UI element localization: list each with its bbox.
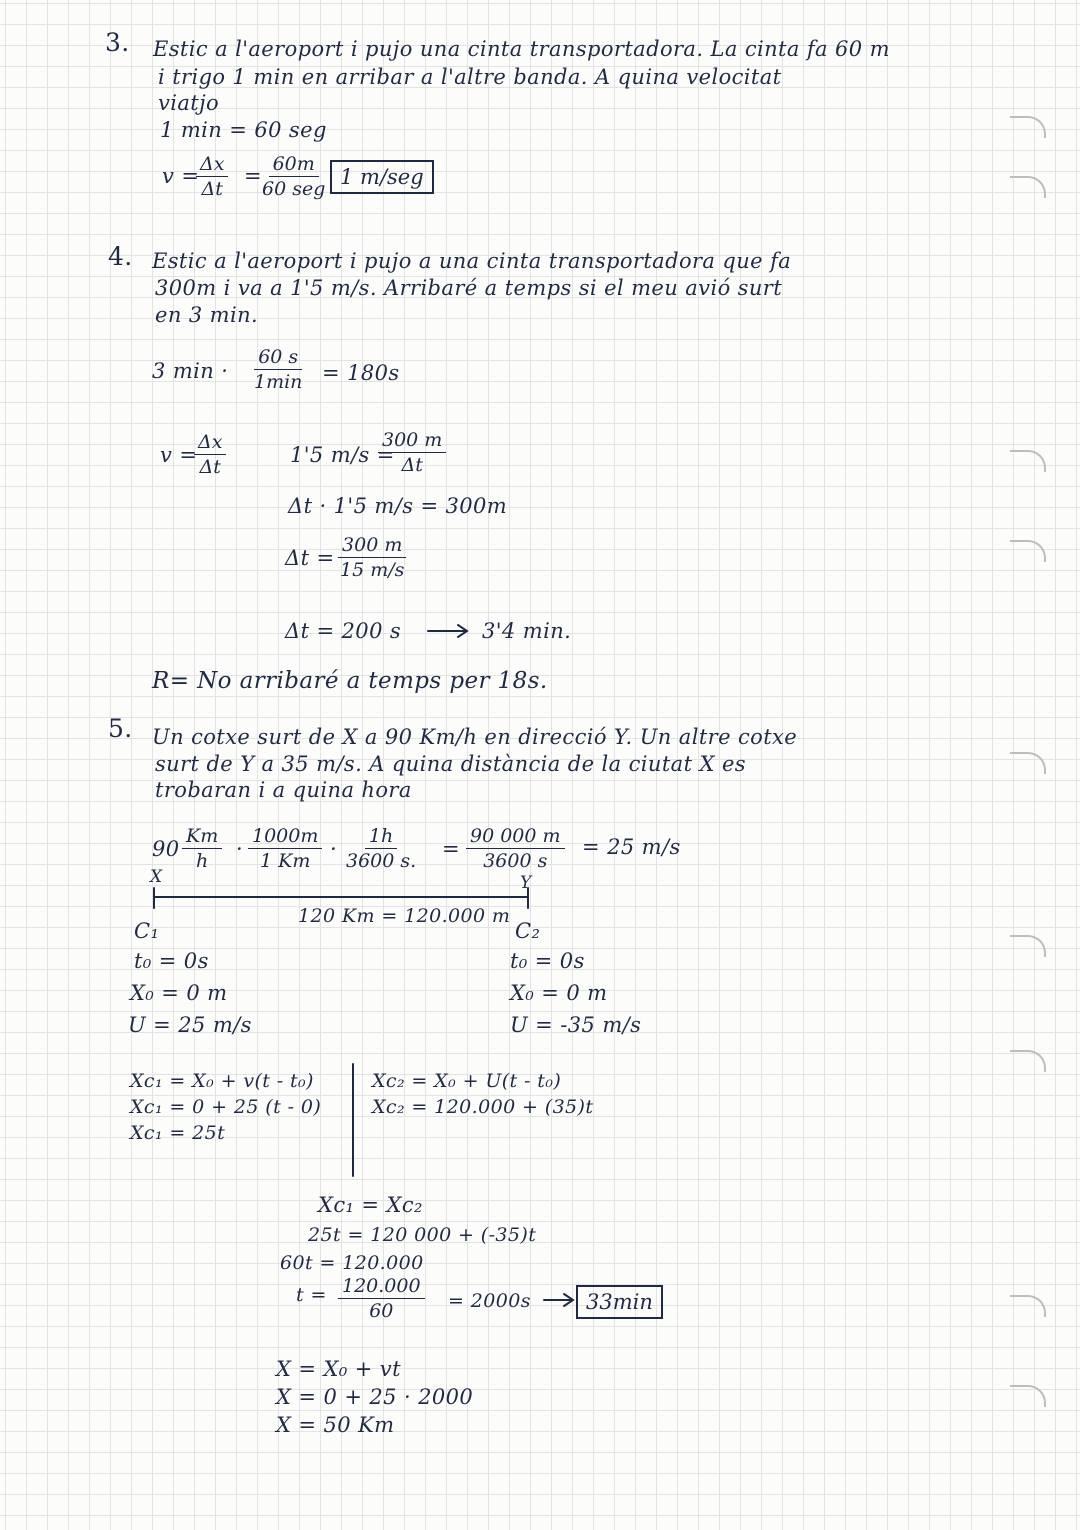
problem-5-conv-dot-1: · [236,837,244,861]
problem-4-step-2-numerator: 300 m [338,533,406,558]
problem-5-conv-f1-num: Km [182,824,222,849]
problem-4-time-conversion-result: = 180s [322,361,400,385]
problem-3-number: 3. [105,28,130,57]
problem-4-time-conversion-lhs: 3 min · [152,359,229,383]
problem-5-car-2-velocity: U = -35 m/s [510,1013,642,1037]
problem-5-car-1-equation-3: Xc₁ = 25t [130,1122,226,1144]
problem-3-statement-line-1: Estic a l'aeroport i pujo una cinta transportadora. La cinta fa 60 m [153,37,890,61]
problem-5-conv-f1-den: h [195,850,209,872]
problem-5-conv-f4-den: 3600 s [483,850,548,872]
problem-4-conv-numerator: 60 s [254,345,302,370]
problem-4-answer: R= No arribaré a temps per 18s. [152,668,548,694]
problem-5-point-x-label: X [150,867,163,887]
problem-3-numerator: 60m [269,152,319,177]
problem-5-car-2-t0: t₀ = 0s [510,949,585,973]
problem-5-car-2-equation-2: Xc₂ = 120.000 + (35)t [372,1096,594,1118]
problem-3-result-box: 1 m/seg [330,160,434,194]
problem-5-car-1-velocity: U = 25 m/s [128,1013,252,1037]
problem-3-dt: Δt [201,178,223,200]
problem-5-time-result-box: 33min [576,1285,663,1319]
problem-5-conv-f4-num: 90 000 m [466,824,565,849]
problem-5-car-2-name: C₂ [515,919,541,943]
problem-5-solve-step-4-result: = 2000s [448,1290,531,1312]
problem-5-position-step-2: X = 0 + 25 · 2000 [276,1385,474,1409]
problem-3-unit-conversion: 1 min = 60 seg [160,118,327,142]
problem-4-statement-line-3: en 3 min. [155,303,259,327]
problem-5-point-y-label: Y [520,873,532,893]
problem-5-position-step-3: X = 50 Km [276,1413,395,1437]
problem-5-position-step-1: X = X₀ + vt [276,1357,401,1381]
problem-5-statement-line-3: trobaran i a quina hora [155,778,412,802]
problem-4-statement-line-1: Estic a l'aeroport i pujo a una cinta transportadora que fa [152,249,792,273]
problem-5-conv-f3-den: 3600 s. [346,850,417,872]
problem-3-velocity-lhs: v = [162,164,200,188]
problem-5-conv-f2-den: 1 Km [260,850,311,872]
problem-5-solve-step-1: Xc₁ = Xc₂ [318,1193,423,1217]
problem-4-step-3-result: 3'4 min. [482,619,572,643]
problem-5-car-1-t0: t₀ = 0s [134,949,209,973]
problem-5-conv-f3-num: 1h [365,824,397,849]
problem-3-denominator: 60 seg [262,178,326,200]
problem-5-car-1-x0: X₀ = 0 m [130,981,228,1005]
problem-5-statement-line-1: Un cotxe surt de X a 90 Km/h en direcció Y. Un altre cotxe [152,725,798,749]
problem-4-velocity-lhs: v = [160,443,198,467]
problem-4-number: 4. [108,242,133,271]
problem-4-speed-numerator: 300 m [378,428,446,453]
problem-5-car-2-equation-1: Xc₂ = X₀ + U(t - t₀) [372,1070,562,1092]
problem-3-dx: Δx [196,152,228,177]
problem-5-solve-step-4-lhs: t = [296,1284,327,1306]
problem-5-conv-start: 90 [152,837,180,861]
problem-5-car-1-name: C₁ [134,919,160,943]
problem-4-step-2-denominator: 15 m/s [340,559,405,581]
problem-4-statement-line-2: 300m i va a 1'5 m/s. Arribaré a temps si el meu avió surt [155,276,783,300]
problem-5-conv-f2-num: 1000m [248,824,322,849]
problem-5-car-1-equation-1: Xc₁ = X₀ + v(t - t₀) [130,1070,314,1092]
problem-5-conv-result: = 25 m/s [582,835,681,859]
problem-5-statement-line-2: surt de Y a 35 m/s. A quina distància de la ciutat X es [155,752,746,776]
problem-5-car-2-x0: X₀ = 0 m [510,981,608,1005]
problem-4-step-3: Δt = 200 s [285,619,402,643]
problem-5-car-1-equation-2: Xc₁ = 0 + 25 (t - 0) [130,1096,322,1118]
problem-3-statement-line-3: viatjo [158,91,220,115]
problem-5-solve-step-4-denominator: 60 [369,1300,394,1322]
problem-3-equals: = [244,164,262,188]
problem-4-dt: Δt [199,456,221,478]
problem-4-step-1: Δt · 1'5 m/s = 300m [288,494,508,518]
problem-4-speed-lhs: 1'5 m/s = [290,443,395,467]
problem-3-statement-line-2: i trigo 1 min en arribar a l'altre banda. A quina velocitat [158,65,782,89]
problem-5-solve-step-3: 60t = 120.000 [280,1252,424,1274]
problem-4-conv-denominator: 1min [254,371,303,393]
problem-5-solve-step-4-numerator: 120.000 [338,1274,425,1299]
problem-5-conv-dot-2: · [330,837,338,861]
problem-4-dx: Δx [194,430,226,455]
problem-5-conv-equals: = [442,837,460,861]
problem-4-speed-denominator: Δt [401,454,423,476]
problem-4-step-2-lhs: Δt = [285,546,335,570]
problem-5-number: 5. [108,714,133,743]
problem-5-solve-step-2: 25t = 120 000 + (-35)t [308,1224,537,1246]
problem-5-distance-label: 120 Km = 120.000 m [298,905,511,927]
